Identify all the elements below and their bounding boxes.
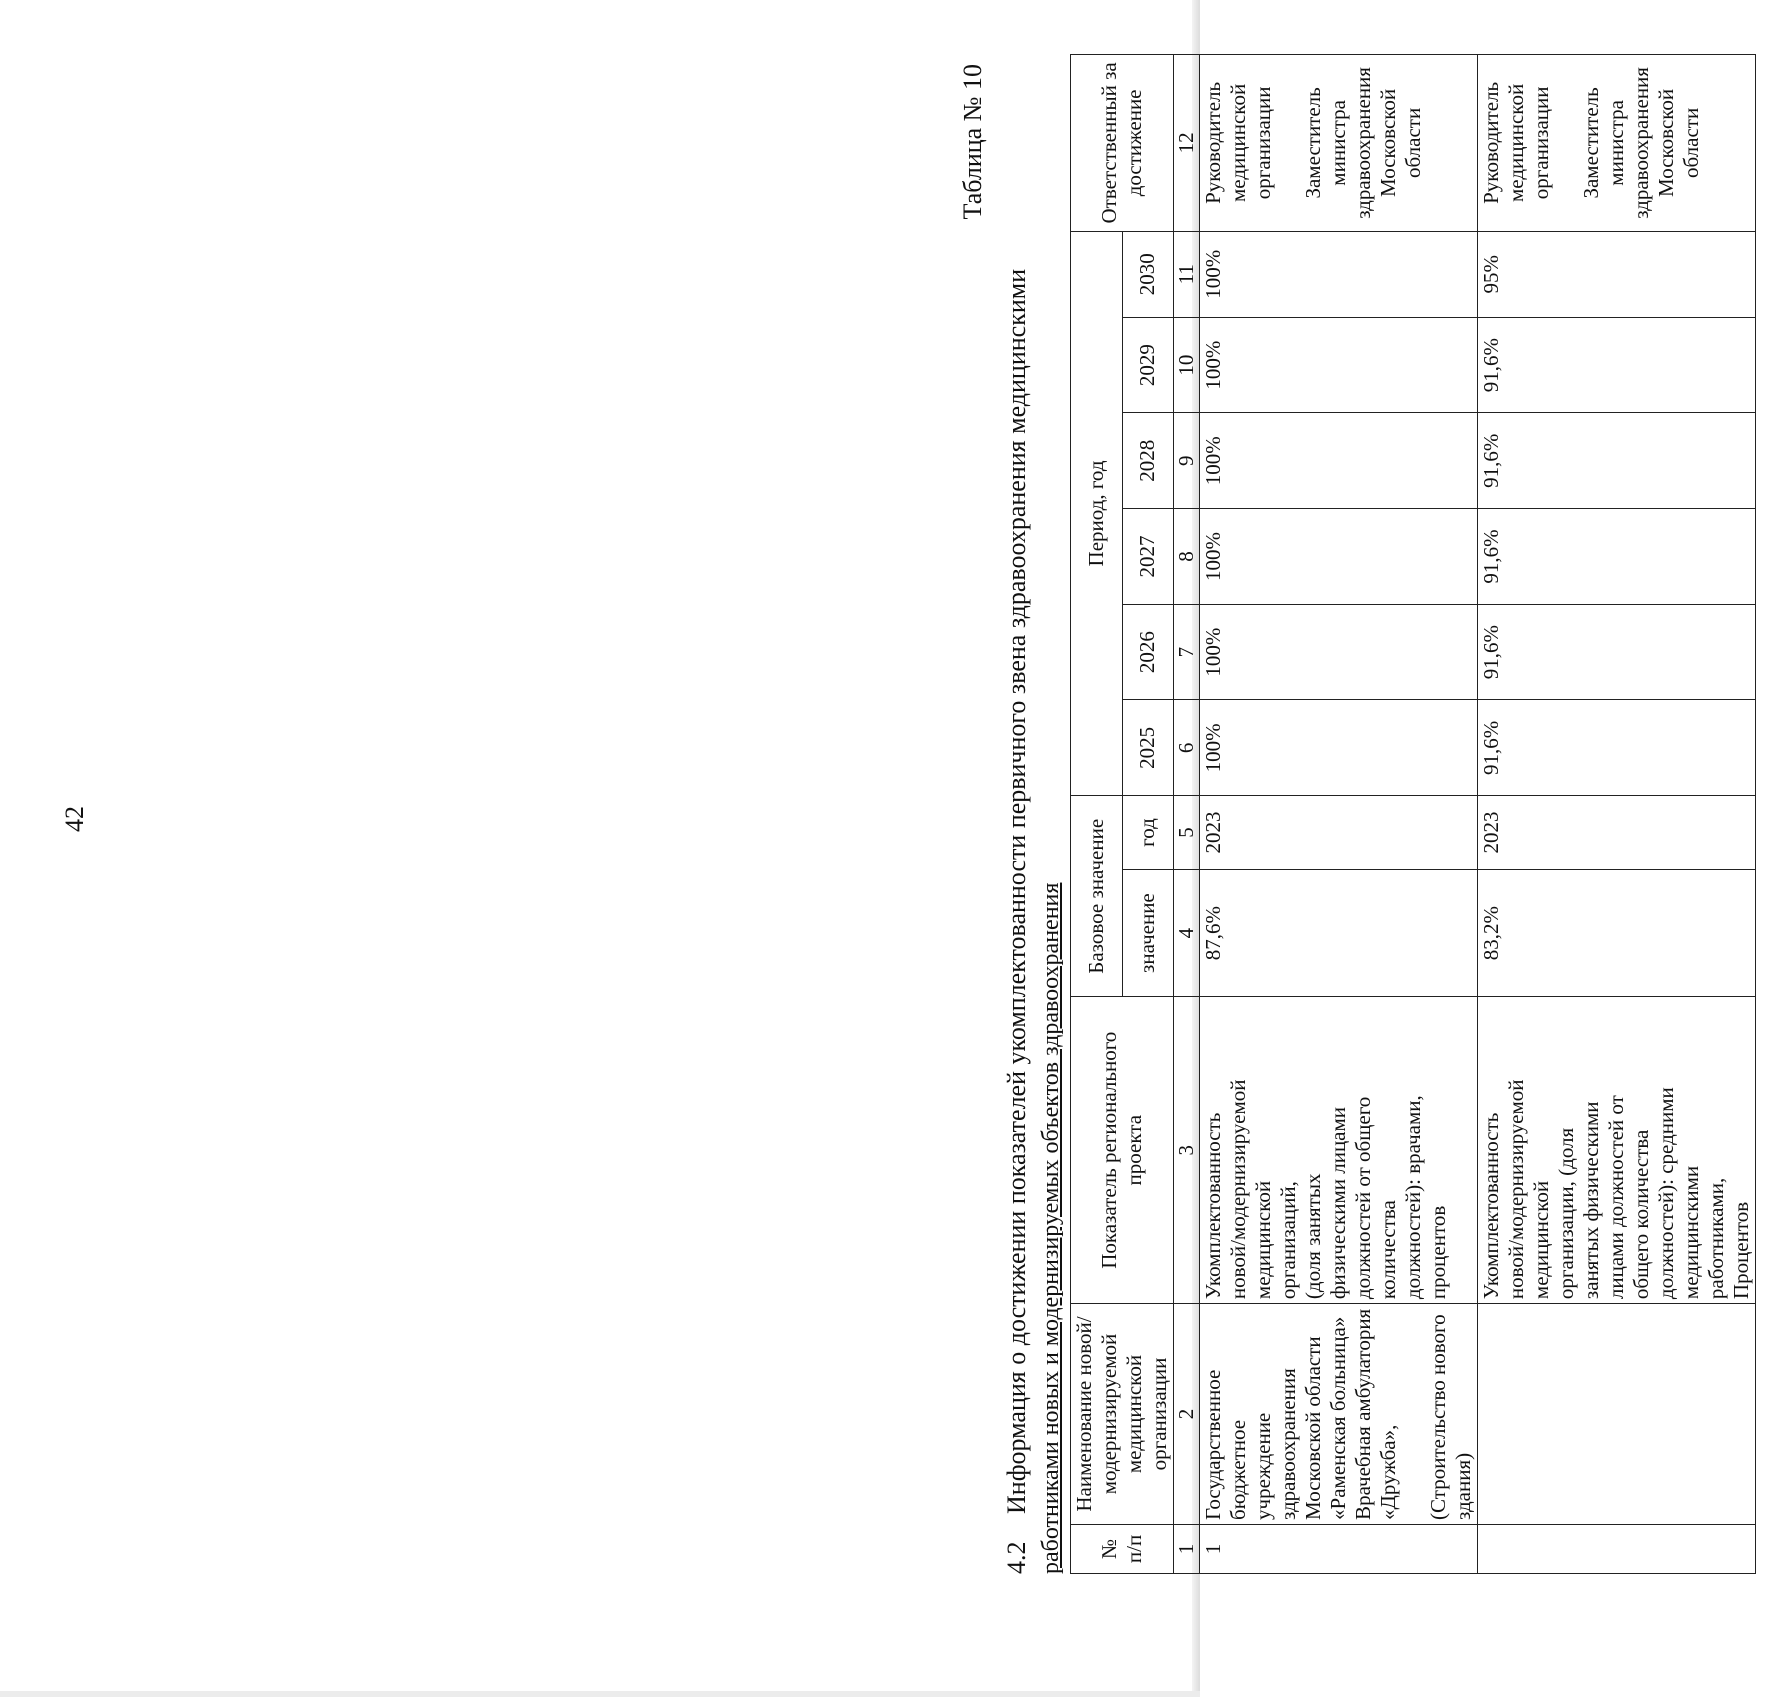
column-number: 4 bbox=[1174, 869, 1200, 997]
period-value-cell: 95% bbox=[1478, 231, 1756, 317]
cell-line: общего количества bbox=[1629, 1129, 1653, 1300]
scan-edge-bottom bbox=[0, 1691, 1200, 1697]
header-base-value: значение bbox=[1122, 869, 1174, 997]
cell-line: здравоохранения bbox=[1351, 67, 1375, 219]
cell-line: организаций, bbox=[1276, 1181, 1300, 1300]
indicator-cell bbox=[1200, 997, 1478, 1304]
header-year: 2030 bbox=[1122, 231, 1174, 317]
header-base: Базовое значение bbox=[1071, 796, 1123, 997]
cell-line: физическими лицами bbox=[1326, 1106, 1350, 1300]
base-value-cell: 83,2% bbox=[1478, 869, 1756, 997]
cell-line: Процентов bbox=[1729, 1201, 1753, 1300]
header-year: 2028 bbox=[1122, 413, 1174, 509]
table-label: Таблица № 10 bbox=[958, 64, 987, 220]
column-number: 1 bbox=[1174, 1524, 1200, 1573]
column-number: 3 bbox=[1174, 997, 1200, 1304]
rotated-content bbox=[958, 54, 1780, 1574]
cell-line: работниками, bbox=[1704, 1177, 1728, 1300]
cell-line: медицинскими bbox=[1679, 1165, 1703, 1300]
period-value-cell: 100% bbox=[1200, 700, 1478, 796]
column-number: 8 bbox=[1174, 509, 1200, 605]
cell-line: здания) bbox=[1451, 1452, 1475, 1520]
cell-line: Заместитель bbox=[1579, 87, 1603, 199]
period-value-cell: 100% bbox=[1200, 413, 1478, 509]
header-year: 2025 bbox=[1122, 700, 1174, 796]
org-name-cell bbox=[1478, 1304, 1756, 1525]
responsible-cell bbox=[1200, 55, 1478, 232]
header-year: 2027 bbox=[1122, 509, 1174, 605]
section-number: 4.2 bbox=[1002, 1541, 1031, 1574]
cell-line: Московской bbox=[1376, 88, 1400, 197]
header-responsible: Ответственный за достижение bbox=[1071, 55, 1174, 232]
cell-line: «Раменская больница» bbox=[1326, 1316, 1350, 1520]
column-number: 7 bbox=[1174, 604, 1200, 700]
cell-line: министра bbox=[1604, 100, 1628, 186]
column-number: 9 bbox=[1174, 413, 1200, 509]
cell-line: здравоохранения bbox=[1276, 1368, 1300, 1520]
cell-line: (доля занятых bbox=[1301, 1173, 1325, 1300]
base-year-cell: 2023 bbox=[1478, 796, 1756, 870]
period-value-cell: 91,6% bbox=[1478, 509, 1756, 605]
column-number: 6 bbox=[1174, 700, 1200, 796]
cell-line bbox=[1276, 59, 1301, 227]
cell-line: должностей от общего bbox=[1351, 1096, 1375, 1300]
header-org: Наименование новой/модернизируемой медицинской организации bbox=[1071, 1304, 1174, 1525]
org-name-cell bbox=[1200, 1304, 1478, 1525]
cell-line: области bbox=[1679, 107, 1703, 178]
cell-line: медицинской bbox=[1529, 1180, 1553, 1300]
period-value-cell: 100% bbox=[1200, 509, 1478, 605]
cell-line: организации, (доля bbox=[1554, 1127, 1578, 1300]
cell-line: должностей): средними bbox=[1654, 1087, 1678, 1300]
cell-line: процентов bbox=[1426, 1205, 1450, 1300]
table-body bbox=[1200, 55, 1756, 1574]
base-value-cell: 87,6% bbox=[1200, 869, 1478, 997]
title-line-2: работниками новых и модернизируемых объектов здравоохранения bbox=[1038, 882, 1064, 1574]
cell-line: новой/модернизируемой bbox=[1226, 1079, 1250, 1300]
header-indicator: Показатель регионального проекта bbox=[1071, 997, 1174, 1304]
period-value-cell: 91,6% bbox=[1478, 317, 1756, 413]
cell-line: (Строительство нового bbox=[1426, 1314, 1450, 1520]
page-number: 42 bbox=[60, 806, 89, 832]
column-number: 5 bbox=[1174, 796, 1200, 870]
column-number: 2 bbox=[1174, 1304, 1200, 1525]
cell-line: должностей): врачами, bbox=[1401, 1095, 1425, 1300]
cell-line bbox=[1554, 59, 1579, 227]
period-value-cell: 100% bbox=[1200, 231, 1478, 317]
column-number: 12 bbox=[1174, 55, 1200, 232]
cell-line bbox=[1401, 1308, 1426, 1520]
cell-line: Государственное bbox=[1201, 1369, 1225, 1520]
column-number: 11 bbox=[1174, 231, 1200, 317]
indicator-cell bbox=[1478, 997, 1756, 1304]
cell-line: Заместитель bbox=[1301, 87, 1325, 199]
cell-line: Врачебная амбулатория bbox=[1351, 1308, 1375, 1520]
title-line-1: Информация о достижении показателей укомплектованности первичного звена здравоохранения медицинскими bbox=[1002, 268, 1031, 1514]
cell-line: Московской области bbox=[1301, 1336, 1325, 1520]
cell-line: Руководитель bbox=[1479, 81, 1503, 204]
cell-line: организации bbox=[1529, 86, 1553, 200]
cell-line: лицами должностей от bbox=[1604, 1095, 1628, 1300]
header-base-year: год bbox=[1122, 796, 1174, 870]
header-year: 2029 bbox=[1122, 317, 1174, 413]
period-value-cell: 100% bbox=[1200, 604, 1478, 700]
period-value-cell: 91,6% bbox=[1478, 413, 1756, 509]
cell-line: Укомплектованность bbox=[1201, 1112, 1225, 1300]
cell-line: медицинской bbox=[1504, 83, 1528, 202]
base-year-cell: 2023 bbox=[1200, 796, 1478, 870]
row-number-cell: 1 bbox=[1200, 1524, 1478, 1573]
cell-line: Руководитель bbox=[1201, 81, 1225, 204]
header-row-1 bbox=[1071, 55, 1123, 1574]
cell-line: «Дружба», bbox=[1376, 1424, 1400, 1520]
period-value-cell: 91,6% bbox=[1478, 604, 1756, 700]
cell-line: здравоохранения bbox=[1629, 67, 1653, 219]
column-number: 10 bbox=[1174, 317, 1200, 413]
cell-line: Московской bbox=[1654, 88, 1678, 197]
document-title bbox=[1000, 54, 1034, 1574]
header-year: 2026 bbox=[1122, 604, 1174, 700]
column-number-row bbox=[1174, 55, 1200, 1574]
cell-line: новой/модернизируемой bbox=[1504, 1079, 1528, 1300]
cell-line: организации bbox=[1251, 86, 1275, 200]
period-value-cell: 91,6% bbox=[1478, 700, 1756, 796]
report-table bbox=[1070, 54, 1756, 1574]
cell-line: медицинской bbox=[1226, 83, 1250, 202]
cell-line: Укомплектованность bbox=[1479, 1112, 1503, 1300]
cell-line: министра bbox=[1326, 100, 1350, 186]
cell-line: занятых физическими bbox=[1579, 1101, 1603, 1300]
cell-line: области bbox=[1401, 107, 1425, 178]
row-number-cell bbox=[1478, 1524, 1756, 1573]
cell-line: медицинской bbox=[1251, 1180, 1275, 1300]
table-row bbox=[1478, 55, 1756, 1574]
table-row bbox=[1200, 55, 1478, 1574]
header-num: № п/п bbox=[1071, 1524, 1174, 1573]
cell-line: количества bbox=[1376, 1200, 1400, 1300]
responsible-cell bbox=[1478, 55, 1756, 232]
period-value-cell: 100% bbox=[1200, 317, 1478, 413]
header-period: Период, год bbox=[1071, 231, 1123, 795]
cell-line: бюджетное учреждение bbox=[1226, 1412, 1275, 1520]
